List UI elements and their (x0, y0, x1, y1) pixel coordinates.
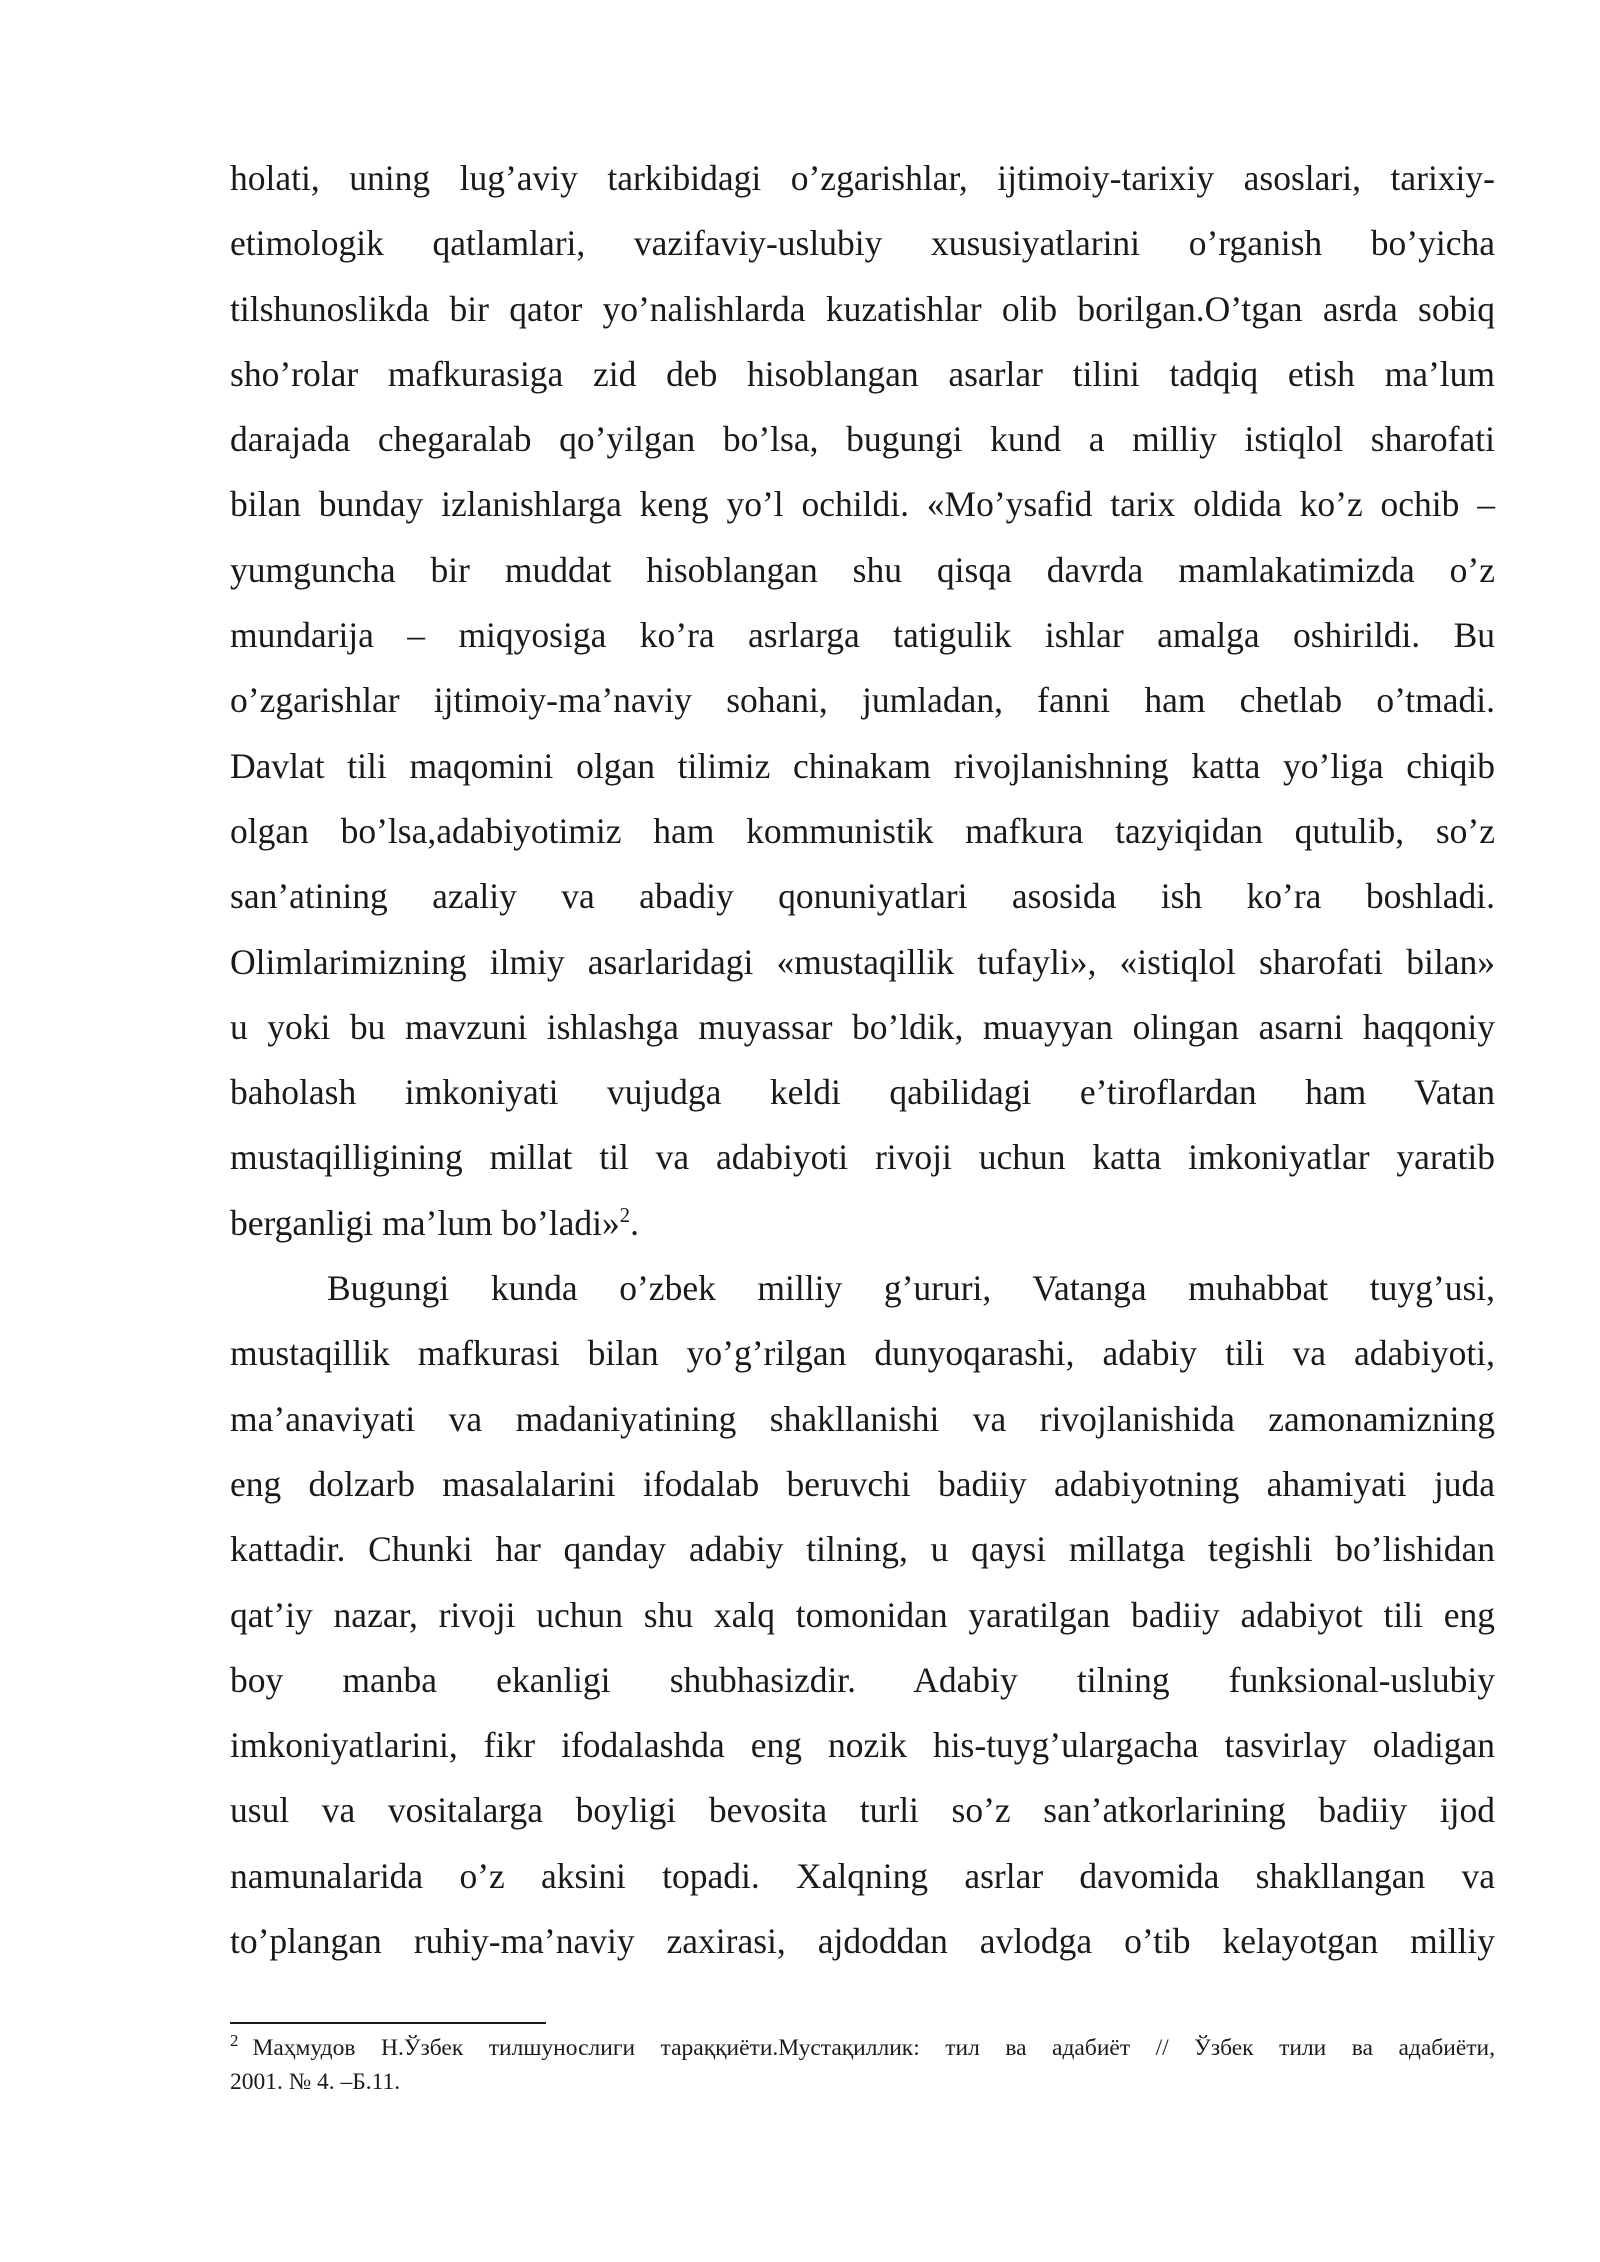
text-line: kattadir. Chunki har qanday adabiy tilning, u qaysi millatga tegishli bo’lishidan (230, 1529, 1495, 1570)
text-line: yumguncha bir muddat hisoblangan shu qisqa davrda mamlakatimizda o’z (230, 549, 1495, 590)
quote-end-text: berganligi ma’lum bo’ladi» (230, 1202, 620, 1243)
text-line: tilshunoslikda bir qator yo’nalishlarda kuzatishlar olib borilgan.O’tgan asrda sobiq (230, 288, 1495, 329)
text-line: bilan bunday izlanishlarga keng yo’l ochildi. «Mo’ysafid tarix oldida ko’z ochib – (230, 484, 1495, 525)
quote-end-line (230, 1191, 1495, 1256)
text-line: holati, uning lug’aviy tarkibidagi o’zgarishlar, ijtimoiy-tarixiy asoslari, tarixiy- (230, 158, 1495, 198)
text-line: mundarija – miqyosiga ko’ra asrlarga tatigulik ishlar amalga oshirildi. Bu (230, 615, 1495, 656)
text-line: sho’rolar mafkurasiga zid deb hisoblangan asarlar tilini tadqiq etish ma’lum (230, 353, 1495, 394)
body-text (230, 146, 1495, 1974)
text-line: baholash imkoniyati vujudga keldi qabilidagi e’tiroflardan ham Vatan (230, 1072, 1495, 1113)
text-line: mustaqilligining millat til va adabiyoti rivoji uchun katta imkoniyatlar yaratib (230, 1137, 1495, 1178)
text-line: olgan bo’lsa,adabiyotimiz ham kommunistik mafkura tazyiqidan qutulib, so’z (230, 810, 1495, 851)
text-line: usul va vositalarga boyligi bevosita turli so’z san’atkorlarining badiiy ijod (230, 1790, 1495, 1831)
text-line: o’zgarishlar ijtimoiy-ma’naviy sohani, jumladan, fanni ham chetlab o’tmadi. (230, 680, 1495, 721)
text-line: namunalarida o’z aksini topadi. Xalqning asrlar davomida shakllangan va (230, 1855, 1495, 1896)
text-line: san’atining azaliy va abadiy qonuniyatlari asosida ish ko’ra boshladi. (230, 876, 1495, 917)
text-line: to’plangan ruhiy-ma’naviy zaxirasi, ajdoddan avlodga o’tib kelayotgan milliy (230, 1921, 1495, 1962)
text-line: ma’anaviyati va madaniyatining shakllanishi va rivojlanishida zamonamizning (230, 1398, 1495, 1439)
footnote-number: 2 (230, 2030, 239, 2050)
text-line: Olimlarimizning ilmiy asarlaridagi «mustaqillik tufayli», «istiqlol sharofati bilan» (230, 941, 1495, 982)
text-line: mustaqillik mafkurasi bilan yo’g’rilgan dunyoqarashi, adabiy tili va adabiyoti, (230, 1333, 1495, 1374)
footnote-line: 2001. № 4. –Б.11. (230, 2069, 401, 2095)
text-line: imkoniyatlarini, fikr ifodalashda eng nozik his-tuyg’ulargacha tasvirlay oladigan (230, 1725, 1495, 1766)
quote-end-punct: . (630, 1202, 639, 1243)
footnote-citation: Маҳмудов Н.Ўзбек тилшунослиги тараққиёти.Мустақиллик: тил ва адабиёт // Ўзбек тили ва адабиёти, (252, 2035, 1495, 2061)
footnote-line (230, 2031, 1495, 2065)
paragraph-first-line: Bugungi kunda o’zbek milliy g’ururi, Vatanga muhabbat tuyg’usi, (327, 1268, 1495, 1309)
text-line: etimologik qatlamlari, vazifaviy-uslubiy xususiyatlarini o’rganish bo’yicha (230, 223, 1495, 264)
text-line: eng dolzarb masalalarini ifodalab beruvchi badiiy adabiyotning ahamiyati juda (230, 1463, 1495, 1504)
text-line: qat’iy nazar, rivoji uchun shu xalq tomonidan yaratilgan badiiy adabiyot tili eng (230, 1594, 1495, 1635)
text-line: Davlat tili maqomini olgan tilimiz chinakam rivojlanishning katta yo’liga chiqib (230, 745, 1495, 786)
footnote (230, 2031, 1495, 2099)
text-line: boy manba ekanligi shubhasizdir. Adabiy tilning funksional-uslubiy (230, 1659, 1495, 1700)
footnote-reference[interactable]: 2 (619, 1204, 631, 1227)
text-line: u yoki bu mavzuni ishlashga muyassar bo’ldik, muayyan olingan asarni haqqoniy (230, 1006, 1495, 1047)
text-line: darajada chegaralab qo’yilgan bo’lsa, bugungi kund a milliy istiqlol sharofati (230, 419, 1495, 460)
footnote-separator (230, 2022, 546, 2024)
